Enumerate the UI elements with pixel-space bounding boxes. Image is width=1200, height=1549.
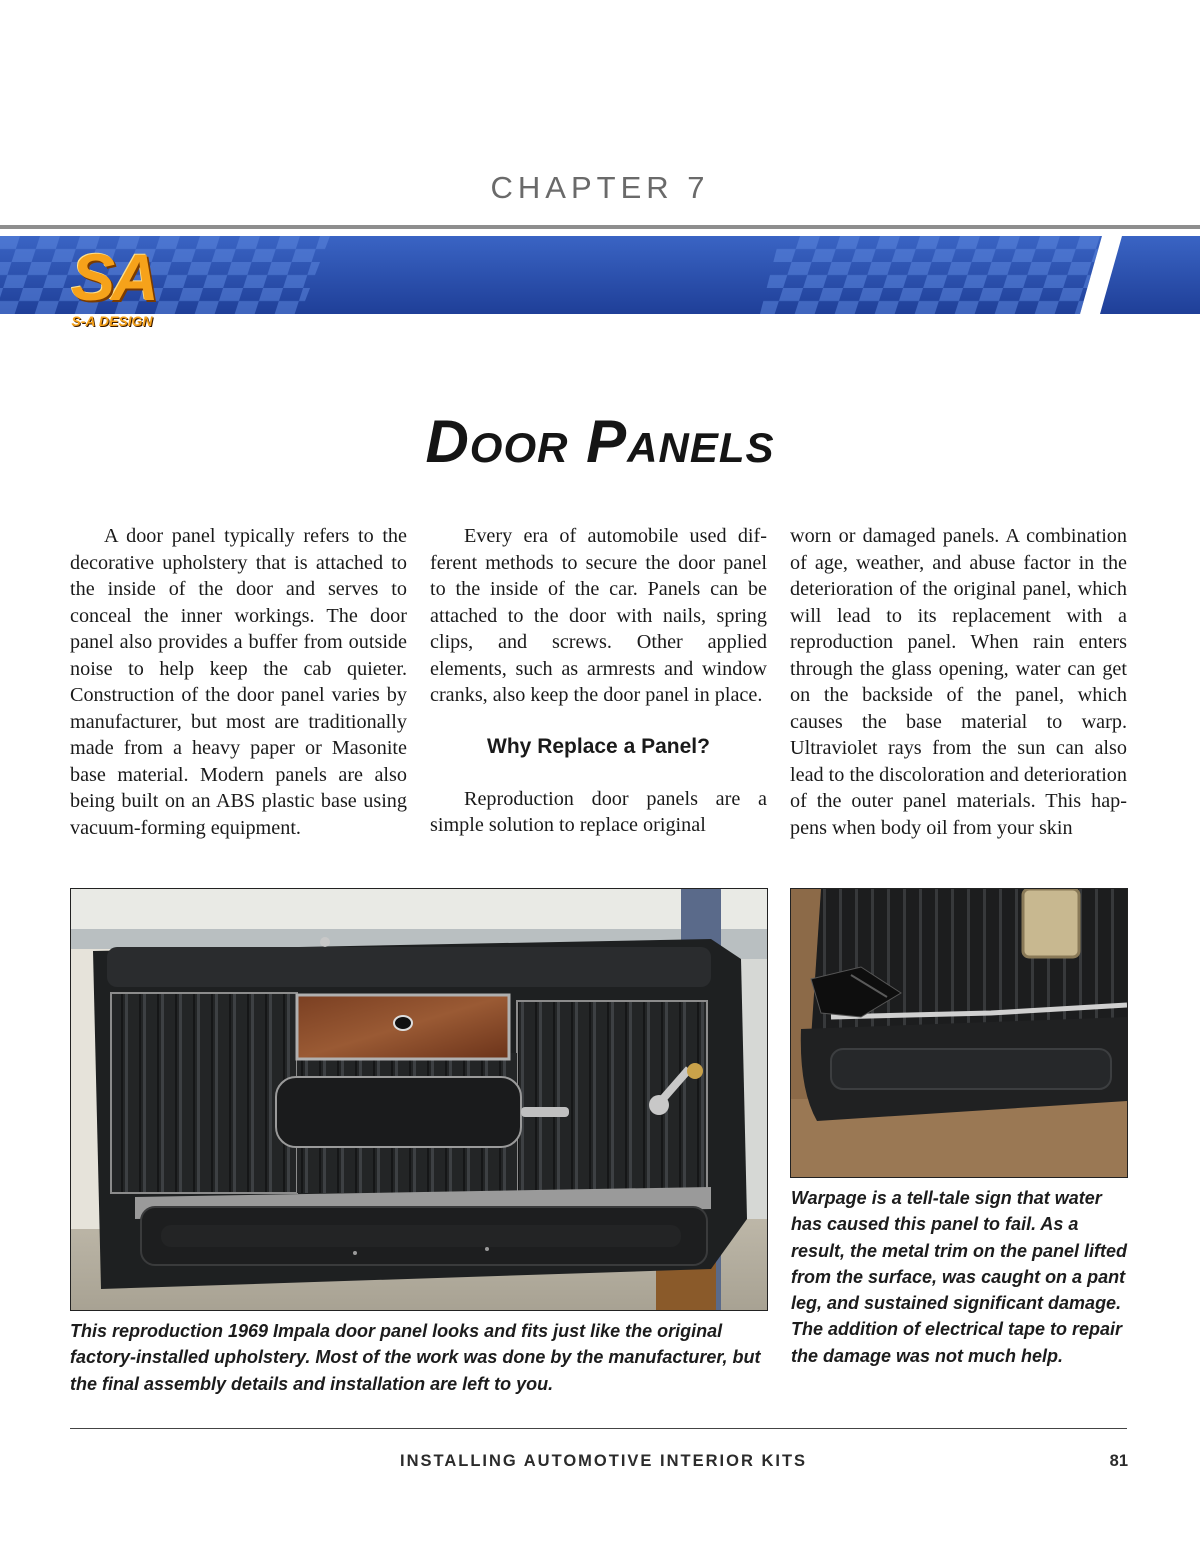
page-title: Door Panels [425, 408, 775, 475]
door-panel-photo [70, 888, 768, 1311]
footer-book-title: INSTALLING AUTOMOTIVE INTERIOR KITS [400, 1452, 808, 1470]
paragraph: Reproduction door panels are a simple solution to replace original [430, 787, 767, 836]
main-photo-caption: This reproduction 1969 Impala door panel looks and fits just like the original factory-installed upholstery. Most of the work was done by the manufacturer, but the final assembly details and installation are left to you. [70, 1321, 761, 1394]
paragraph: Every era of automobile used different methods to secure the door panel to the inside of the car. Panels can be attached to the door with nails, spring clips, and screws. Other applied elements, such as armrests and window cranks, also keep the door panel in place. [430, 525, 767, 706]
text-column-3 [790, 523, 1127, 841]
text-column-1 [70, 523, 407, 841]
warped-panel-photo [790, 888, 1128, 1178]
section-heading: Why Replace a Panel? [487, 734, 710, 758]
logo-caption: S-A DESIGN [71, 313, 153, 329]
chapter-label: CHAPTER 7 [490, 170, 710, 205]
paragraph: worn or damaged panels. A combination of age, weather, and abuse factor in the deterioration of the original panel, which will lead to its replacement with a reproduction panel. When rain enters through the glass opening, water can get on the backside of the panel, which causes the base material to warp. Ultraviolet rays from the sun can also lead to the discoloration and deterioration of the outer panel materials. This happens when body oil from your skin [790, 525, 1127, 839]
page-number: 81 [1109, 1452, 1128, 1470]
footer-rule [70, 1428, 1127, 1429]
side-photo-caption: Warpage is a tell-tale sign that water has caused this panel to fail. As a result, the metal trim on the panel lifted from the surface, was caught on a pant leg, and sustained significant damage. The addition of electrical tape to repair the damage was not much help. [791, 1188, 1128, 1366]
logo-letters: SA [71, 240, 155, 314]
chapter-banner [0, 236, 1200, 314]
banner-rule [0, 225, 1200, 229]
text-column-2 [430, 523, 767, 839]
sa-design-logo [52, 240, 168, 335]
paragraph: A door panel typically refers to the decorative upholstery that is attached to the inside of the door and serves to conceal the inner workings. The door panel also provides a buffer from outside noise to help keep the cab quieter. Construction of the door panel varies by manufacturer, but most are traditionally made from a heavy paper or Masonite base material. Modern panels are also being built on an ABS plastic base using vacuum-forming equipment. [70, 525, 407, 839]
